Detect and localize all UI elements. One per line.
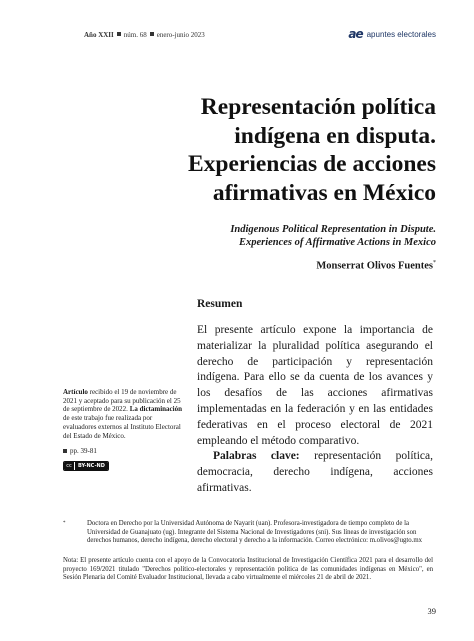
journal-issue-info bbox=[84, 31, 205, 39]
author-name bbox=[316, 260, 436, 272]
journal-logo-icon: ae bbox=[348, 27, 363, 41]
issue-number: núm. 68 bbox=[123, 31, 147, 39]
journal-name: apuntes electorales bbox=[366, 29, 436, 39]
author-name-text: Monserrat Olivos Fuentes bbox=[316, 260, 433, 272]
journal-brand bbox=[348, 27, 436, 41]
abstract-body bbox=[197, 323, 433, 497]
footnote-mark: * bbox=[63, 521, 66, 526]
author-footnote-mark: * bbox=[433, 260, 436, 266]
page-range-text: pp. 39-81 bbox=[70, 447, 97, 455]
author-footnote bbox=[63, 520, 433, 546]
footnote-text: Doctora en Derecho por la Universidad Autónoma de Nayarit (uan). Profesora-investigadora de tiempo completo de la Universidad de Guanajuato (ug). Integrante del Sistema Nacional de Investigadores (sni). Sus líneas de investigación son derechos humanos, derecho indígena, derecho electoral y derecho a la información. Correo electrónico: m.olivos@ugto.mx bbox=[87, 520, 423, 545]
abstract-heading: Resumen bbox=[197, 298, 243, 310]
subtitle-line: Indigenous Political Representation in Dispute. bbox=[230, 224, 436, 235]
keywords bbox=[197, 449, 433, 496]
opinion-text: de este trabajo fue realizada por evaluadores externos al Instituto Electoral del Estado de México. bbox=[63, 414, 181, 440]
title-line: Representación política bbox=[200, 94, 436, 120]
article-title bbox=[120, 93, 436, 207]
funding-note: Nota: El presente artículo cuenta con el apoyo de la Convocatoria Institucional de Investigación Científica 2021 para el desarrollo del proyecto 169/2021 titulado "Derechos político-electorales y representación política de las comunidades indígenas en México", en Sesión Plenaria del Comité Evaluador Institucional, llevada a cabo virtualmente el miércoles 21 de abril de 2021. bbox=[63, 557, 433, 582]
opinion-label: La dictaminación bbox=[129, 405, 182, 414]
article-history bbox=[63, 388, 185, 440]
bullet-square-icon bbox=[63, 449, 67, 453]
article-dates: recibido el 19 de noviembre de 2021 y aceptado para su publicación el 25 de septiembre de 2022. bbox=[63, 388, 181, 414]
separator-square-icon bbox=[117, 32, 121, 36]
abstract-text: El presente artículo expone la importancia de materializar la pluralidad política asegurando el derecho de participación y representación indígena. Para ello se da cuenta de los avances y los desafíos de las acciones afirmativas implementadas en la federación y en las entidades federativas en el proceso electoral de 2021 empleando el método comparativo. bbox=[197, 324, 433, 447]
issue-period: enero-junio 2023 bbox=[156, 31, 205, 39]
title-line: indígena en disputa. bbox=[234, 122, 436, 149]
subtitle-line: Experiences of Affirmative Actions in Mexico bbox=[238, 237, 436, 248]
title-line: Experiencias de acciones bbox=[187, 151, 436, 177]
creative-commons-icon: cc bbox=[64, 461, 74, 471]
keywords-text: representación política, democracia, derecho indígena, acciones afirmativas. bbox=[197, 450, 433, 494]
license-text: BY-NC-ND bbox=[74, 461, 108, 471]
license-badge bbox=[63, 461, 109, 471]
page-number: 39 bbox=[427, 606, 436, 616]
page-range bbox=[63, 447, 97, 455]
keywords-label: Palabras clave: bbox=[213, 450, 300, 463]
separator-square-icon bbox=[150, 32, 154, 36]
english-title bbox=[140, 223, 436, 249]
title-line: afirmativas en México bbox=[212, 179, 436, 206]
article-label: Artículo bbox=[63, 388, 88, 396]
volume-year: Año XXII bbox=[84, 31, 114, 39]
